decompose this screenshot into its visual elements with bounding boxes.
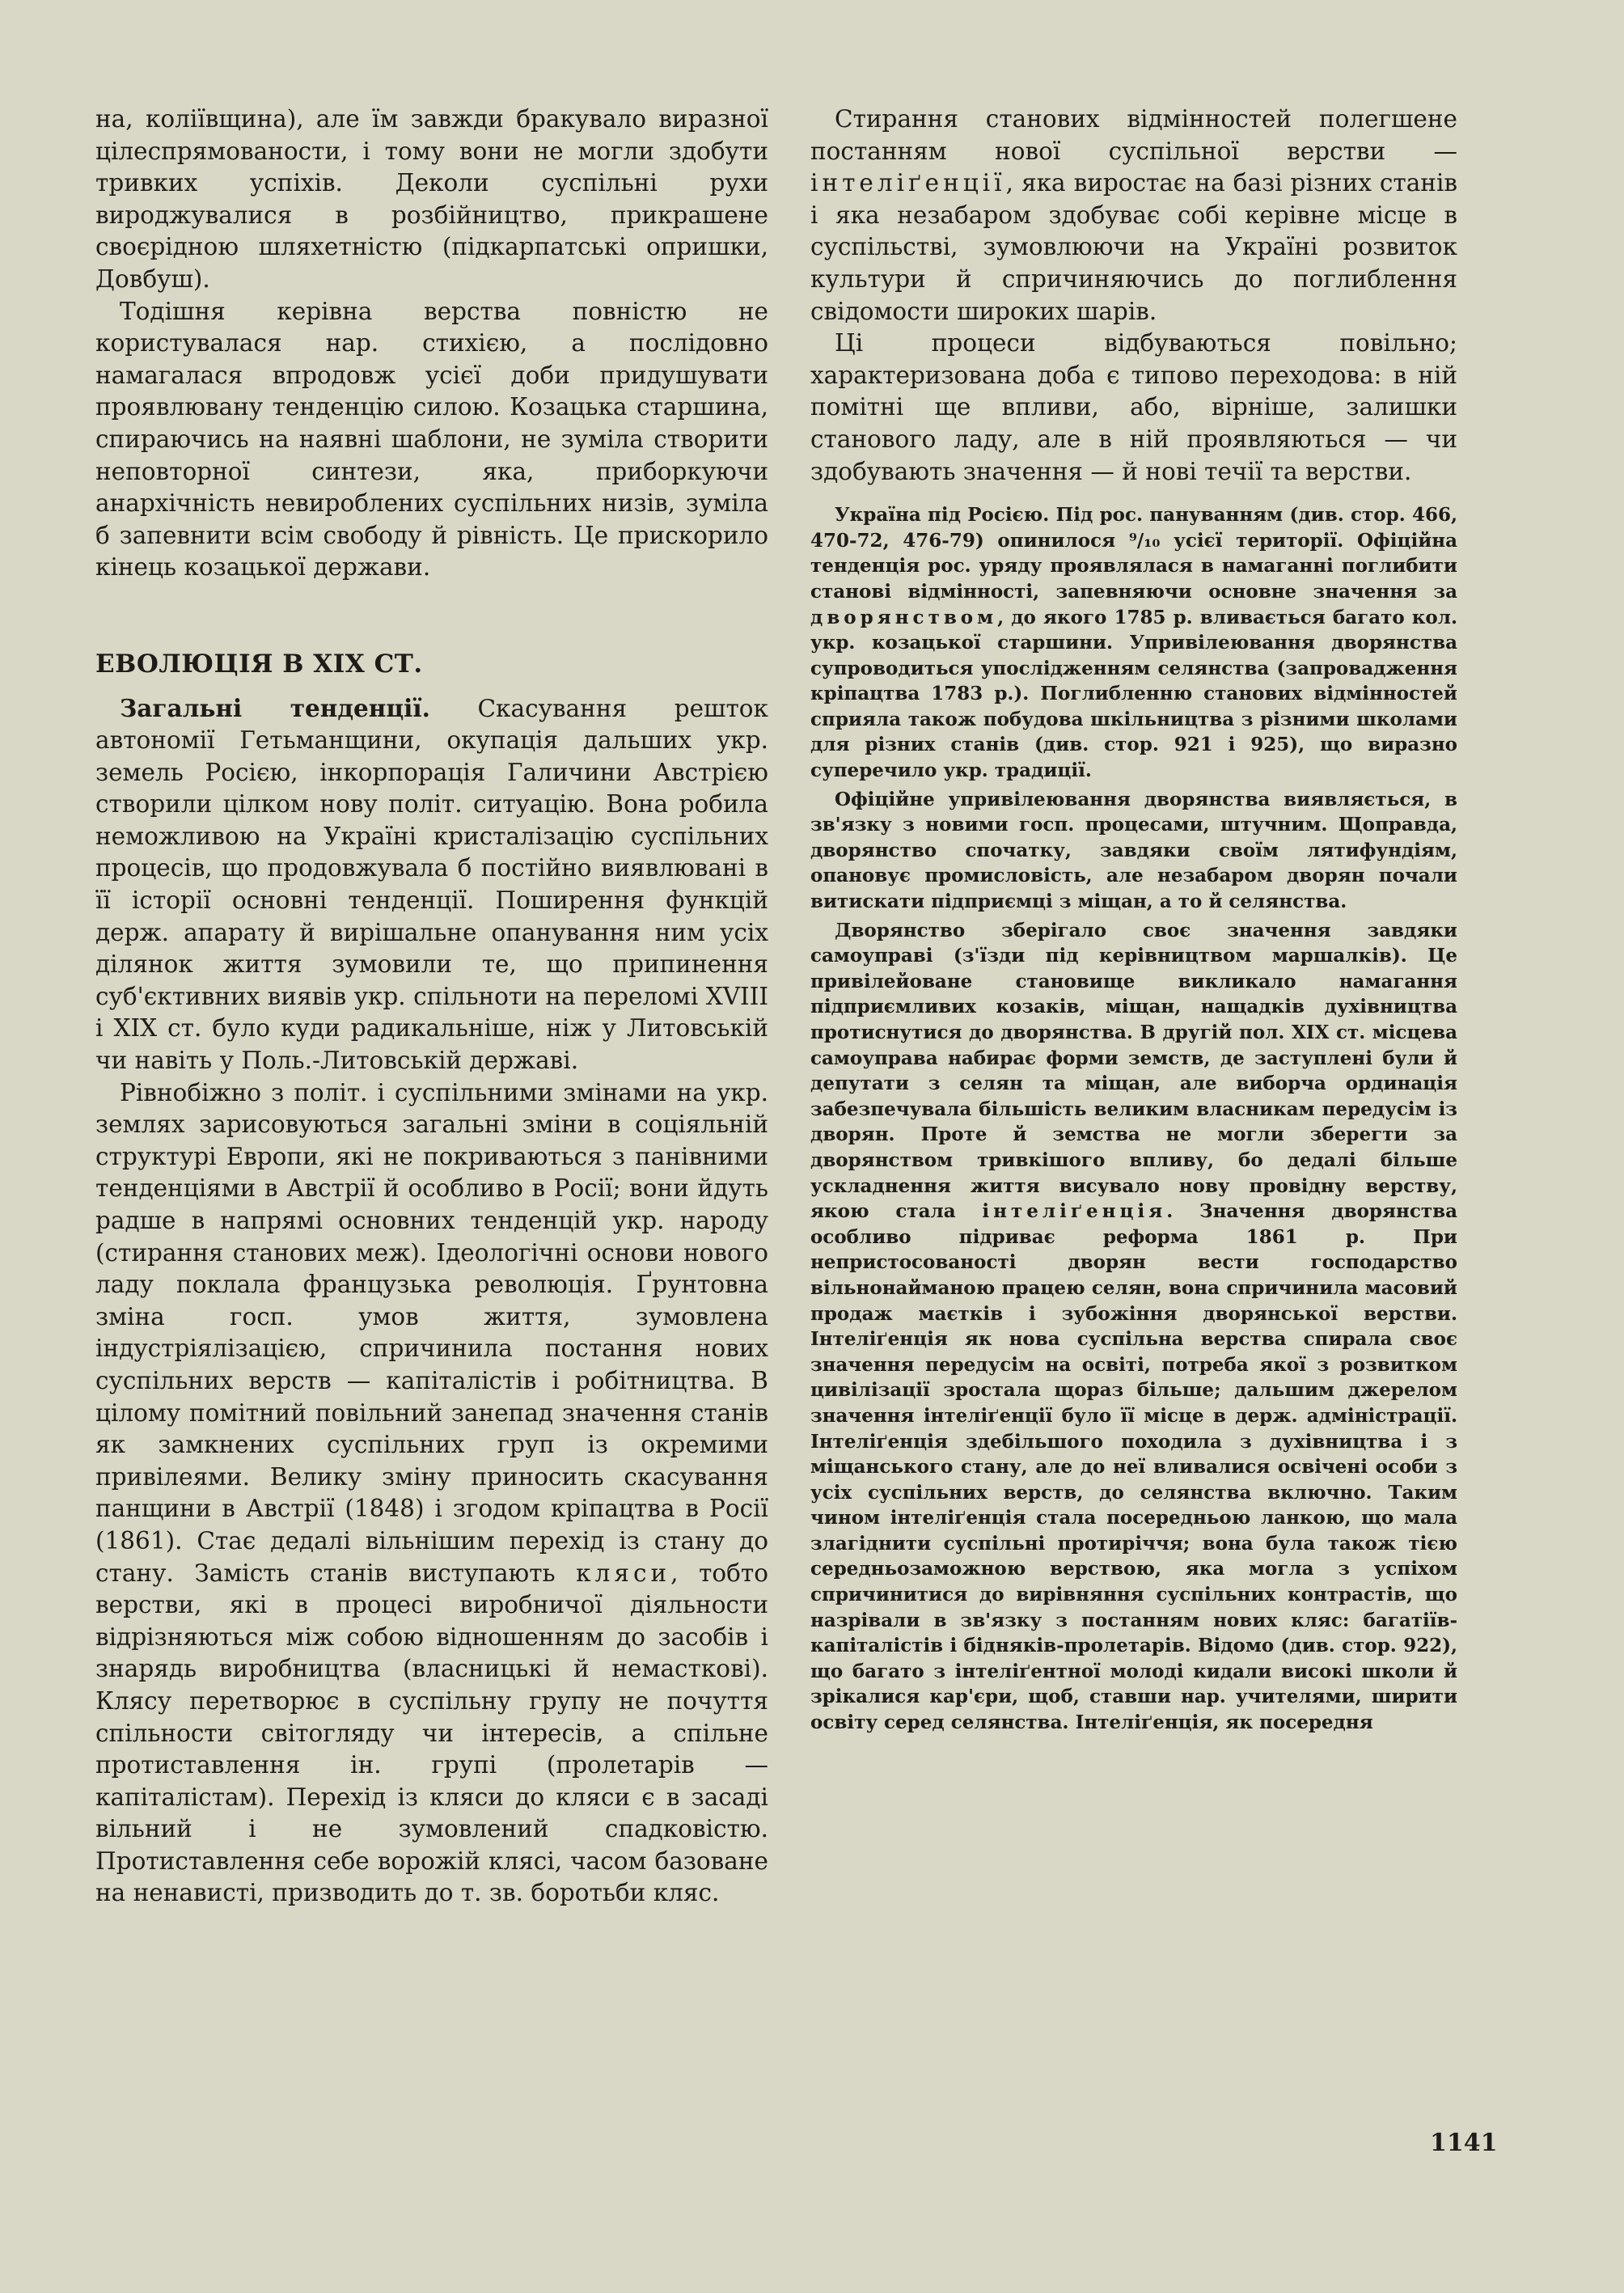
right-small-text-block (810, 502, 1457, 1736)
spaced-term-dvoryanstvo: дворянством (810, 606, 998, 628)
section-heading: ЕВОЛЮЦІЯ В XIX СТ. (95, 649, 423, 679)
paragraph-right-3-text-a: Під рос. пануванням (див. стор. 466, 470-72, 476-79) опинилося ⁹/₁₀ усієї території. Офіційна тенденція рос. уряду проявлялася в намаганні поглибити станові відмінності, запевняючи основне значення за (810, 504, 1458, 603)
paragraph-left-4-text-b: , тобто верстви, які в процесі виробничої діяльности відрізняються між собою відношенням до засобів і знарядь виробництва (власницькі й немасткові). Клясу перетворює в суспільну групу не почуття спільности світогляду чи інтересів, а спільне протиставлення ін. групі (пролетарів — капіталістам). Перехід із кляси до кляси є в засаді вільний і не зумовлений спадковістю. Протиставлення себе ворожій клясі, часом базоване на ненависті, призводить до т. зв. боротьби кляс. (95, 1559, 768, 1907)
right-large-text-block (810, 104, 1457, 488)
paragraph-left-4 (95, 1077, 768, 1910)
spaced-term-intelligentsia: інтеліґенції (810, 169, 1006, 197)
spaced-term-intelligentsia-2: інтеліґенція (982, 1200, 1167, 1223)
run-in-heading-ukraine-under-russia: Україна під Росією. (835, 504, 1050, 527)
paragraph-left-3-text: Скасування решток автономії Гетьманщини, окупація дальших укр. земель Росією, інкорпорація Галичини Австрією створили цілком нову політ. ситуацію. Вона робила неможливою на Україні кристалізацію суспільних процесів, що продовжувала б постійно виявлювані в її історії основні тенденції. Поширення функцій держ. апарату й вирішальне опанування ним усіх ділянок життя зумовили те, що припинення суб'єктивних виявів укр. спільноти на переломі XVIII і XIX ст. було куди радикальніше, ніж у Литовській чи навіть у Поль.-Литовській державі. (95, 694, 768, 1075)
paragraph-right-5-text-b: . Значення дворянства особливо підриває реформа 1861 р. При непристосованості дворян вести господарство вільнонайманою працею селян, вона спричинила масовий продаж маєтків і зубожіння дворянської верстви. Інтеліґенція як нова суспільна верства спирала своє значення передусім на освіті, потреба якої з розвитком цивілізації зростала щораз більше; дальшим джерелом значення інтеліґенції було її місце в держ. адміністрації. Інтеліґенція здебільшого походила з духівництва і з міщанського стану, але до неї вливалися освічені особи з усіх суспільних верств, до селянства включно. Таким чином інтеліґенція стала посередньою ланкою, що мала злагіднити суспільні протиріччя; вона була також тією середньозаможною верствою, яка могла з успіхом спричинитися до вирівняння суспільних контрастів, що назрівали в зв'язку з постанням нових кляс: багатіїв-капіталістів і бідняків-пролетарів. Відомо (див. стор. 922), що багато з інтеліґентної молоді кидали високі школи й зрікалися кар'єри, щоб, ставши нар. учителями, ширити освіту серед селянства. Інтеліґенція, як посередня (810, 1200, 1457, 1734)
paragraph-right-5 (810, 918, 1457, 1736)
run-in-heading-general-trends: Загальні тенденції. (120, 693, 430, 722)
paragraph-right-3-text-b: , до якого 1785 р. вливається багато кол. укр. козацької старшини. Упривілеювання дворянства супроводиться упослідженням селянства (запровадження кріпацтва 1783 р.). Поглибленню станових відмінностей сприяла також побудова шкільництва з різними школами для різних станів (див. стор. 921 і 925), що виразно суперечило укр. традиції. (810, 606, 1457, 782)
paragraph-right-5-text-a: Дворянство зберігало своє значення завдяки самоуправі (з'їзди під керівництвом маршалків). Це привілейоване становище викликало намагання підприємливих козаків, міщан, нащадків духівництва протиснутися до дворянства. В другій пол. XIX ст. місцева самоуправа набирає форми земств, де заступлені були й депутати з селян та міщан, але виборча ординація забезпечувала більшість великим власникам передусім із дворян. Проте й земства не могли зберегти за дворянством тривкішого впливу, бо дедалі більше ускладнення життя висувало нову провідну верству, якою стала (810, 919, 1457, 1223)
paragraph-left-4-text-a: Рівнобіжно з політ. і суспільними змінами на укр. землях зарисовуються загальні зміни в соціяльній структурі Европи, які не покриваються з панівними тенденціями в Австрії й особливо в Росії; вони йдуть радше в напрямі основних тенденцій укр. народу (стирання станових меж). Ідеологічні основи нового ладу поклала французька революція. Ґрунтовна зміна госп. умов життя, зумовлена індустріялізацією, спричинила постання нових суспільних верств — капіталістів і робітництва. В цілому помітний повільний занепад значення станів як замкнених суспільних груп із окремими привілеями. Велику зміну приносить скасування панщини в Австрії (1848) і згодом кріпацтва в Росії (1861). Стає дедалі вільнішим перехід із стану до стану. Замість станів виступають (95, 1078, 768, 1587)
paragraph-right-3 (810, 502, 1457, 784)
spaced-term-klyasy: кляси (576, 1559, 671, 1587)
paragraph-right-1-text-a: Стирання станових відмінностей полегшене постанням нової суспільної верстви — (810, 105, 1457, 165)
page-number: 1141 (1430, 2129, 1498, 2157)
paragraph-left-1: на, коліївщина), але їм завжди бракувало виразної цілеспрямованости, і тому вони не могли здобути тривких успіхів. Деколи суспільні рухи вироджувалися в розбійництво, прикрашене своєрідною шляхетністю (підкарпатські опришки, Довбуш). (95, 105, 768, 293)
paragraph-right-2: Ці процеси відбуваються повільно; характеризована доба є типово переходова: в ній помітні ще впливи, або, вірніше, залишки станового ладу, але в ній проявляються — чи здобувають значення — й нові течії та верстви. (810, 329, 1457, 485)
paragraph-left-3 (95, 692, 768, 1077)
spacer (810, 488, 1457, 499)
paragraph-right-4: Офіційне упривілеювання дворянства виявляється, в зв'язку з новими госп. процесами, штучним. Щоправда, дворянство спочатку, завдяки своїм лятифундіям, опановує промисловість, але незабаром дворян почали витискати підприємці з міщан, а то й селянства. (810, 788, 1457, 913)
left-column (95, 104, 768, 1910)
paragraph-right-1-text-b: , яка виростає на базі різних станів і яка незабаром здобуває собі керівне місце в суспільстві, зумовлюючи на Україні розвиток культури й спричиняючись до поглиблення свідомости широких шарів. (810, 169, 1457, 325)
paragraph-right-1 (810, 104, 1457, 328)
paragraph-left-2: Тодішня керівна верства повністю не користувалася нар. стихією, а послідовно намагалася впродовж усієї доби придушувати проявлювану тенденцію силою. Козацька старшина, спираючись на наявні шаблони, не зуміла створити неповторної синтези, яка, приборкуючи анархічність невироблених суспільних низів, зуміла б запевнити всім свободу й рівність. Це прискорило кінець козацької держави. (95, 297, 768, 582)
right-column (810, 104, 1457, 1736)
